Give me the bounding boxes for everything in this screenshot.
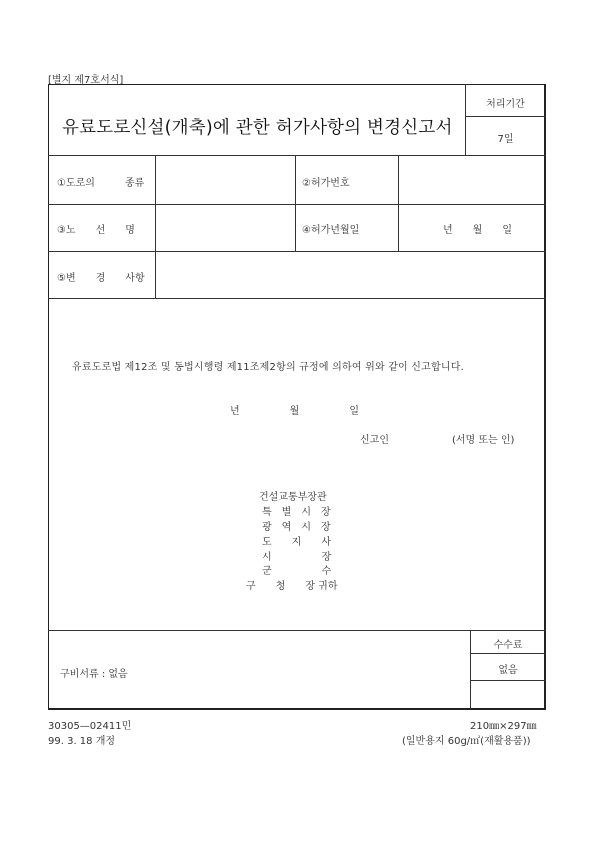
divider	[48, 204, 546, 205]
page-title: 유료도로신설(개축)에 관한 허가사항의 변경신고서	[62, 118, 453, 138]
paper-size: 210㎜×297㎜	[470, 721, 537, 732]
divider	[48, 251, 546, 252]
recipient-province: 도 지 사	[262, 537, 331, 548]
recipient-county: 군 수	[262, 566, 332, 577]
divider	[465, 116, 546, 117]
recipient-special-city: 특 별 시 장	[262, 507, 331, 518]
signature-label: (서명 또는 인)	[452, 435, 515, 446]
recipient-district: 구 청 장 귀하	[246, 581, 338, 592]
divider	[48, 155, 546, 156]
attachments-note: 구비서류 : 없음	[60, 669, 128, 680]
permit-date-units: 년 월 일	[443, 225, 512, 236]
form-code: 30305—02411민	[48, 721, 132, 732]
form-number: [별지 제7호서식]	[48, 75, 124, 86]
reporter-label: 신고인	[360, 435, 389, 446]
divider	[48, 630, 546, 631]
fee-label: 수수료	[493, 640, 523, 651]
paper-spec: (일반용지 60g/㎡(재활용품))	[402, 736, 531, 747]
divider	[470, 653, 546, 654]
recipient-metro-city: 광 역 시 장	[262, 522, 331, 533]
sign-date: 년 월 일	[230, 406, 359, 417]
divider	[398, 155, 399, 251]
recipient-minister: 건설교통부장관	[259, 492, 327, 503]
divider	[48, 298, 546, 299]
changes-label: ⑤변 경 사항	[57, 273, 145, 284]
fee-value: 없음	[498, 665, 518, 676]
road-type-label: ①도로의 종류	[57, 178, 145, 189]
divider	[295, 155, 296, 251]
route-name-label: ③노 선 명	[57, 225, 135, 236]
processing-period-value: 7일	[497, 134, 514, 145]
divider	[470, 680, 546, 681]
processing-period-label: 처리기간	[486, 99, 525, 110]
revision-date: 99. 3. 18 개정	[48, 736, 116, 747]
recipient-city: 시 장	[262, 552, 332, 563]
divider	[155, 155, 156, 298]
permit-number-label: ②허가번호	[302, 178, 350, 189]
permit-date-label: ④허가년월일	[302, 225, 360, 236]
declaration-statement: 유료도로법 제12조 및 동법시행령 제11조제2항의 규정에 의하여 위와 같이 신고합니다.	[72, 362, 464, 373]
